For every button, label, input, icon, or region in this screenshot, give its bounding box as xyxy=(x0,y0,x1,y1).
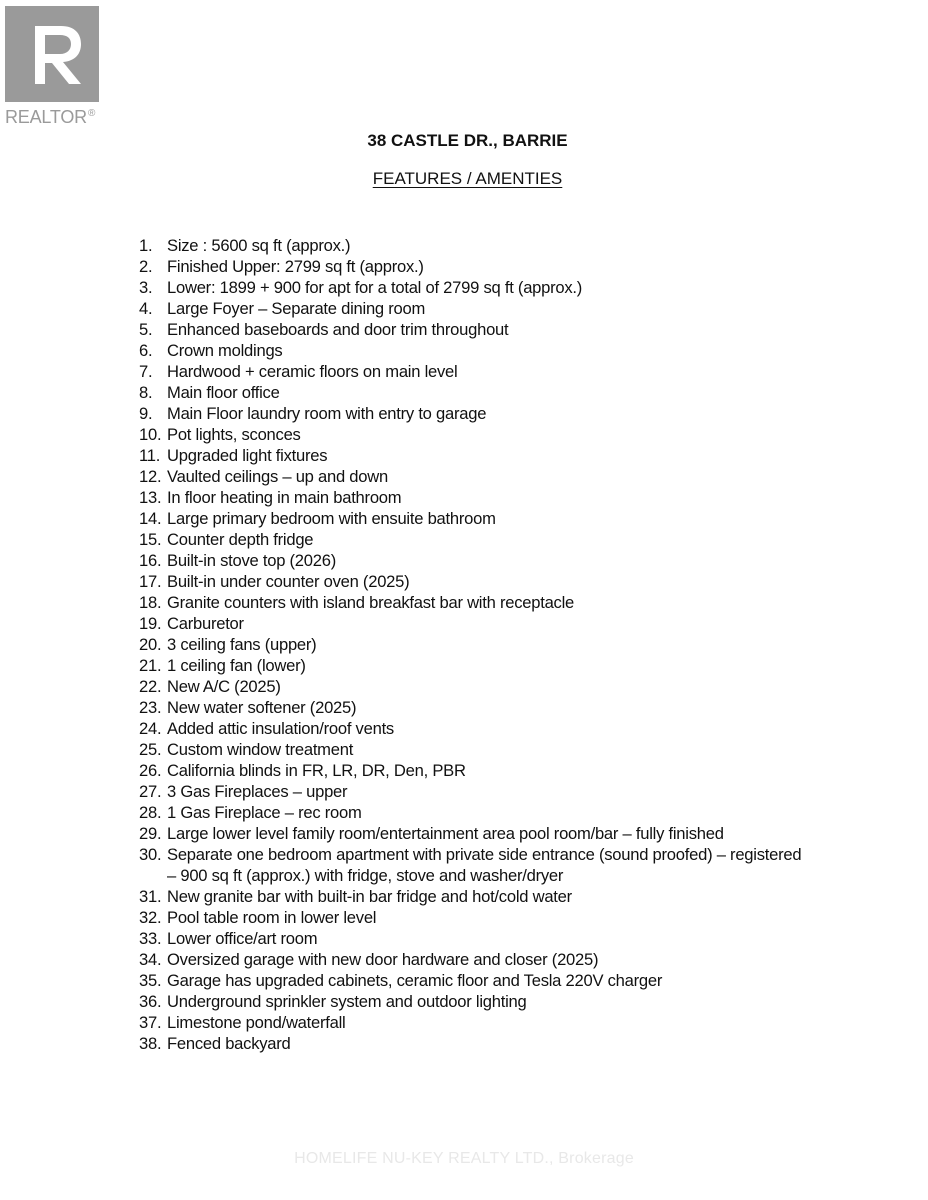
feature-number: 1. xyxy=(139,236,153,255)
feature-number: 7. xyxy=(139,362,153,381)
feature-item xyxy=(139,760,829,781)
feature-text: Separate one bedroom apartment with private side entrance (sound proofed) – registered – 900 sq ft (approx.) with fridge, stove and washer/dryer xyxy=(167,845,802,885)
feature-text: Main floor office xyxy=(167,383,280,402)
feature-item xyxy=(139,1012,829,1033)
feature-text: Limestone pond/waterfall xyxy=(167,1013,346,1032)
feature-number: 8. xyxy=(139,383,153,402)
realtor-wordmark: REALTOR® xyxy=(5,107,96,127)
feature-number: 4. xyxy=(139,299,153,318)
feature-text: Main Floor laundry room with entry to garage xyxy=(167,404,487,423)
feature-text: 1 Gas Fireplace – rec room xyxy=(167,803,362,822)
feature-text: Pot lights, sconces xyxy=(167,425,301,444)
feature-text: Hardwood + ceramic floors on main level xyxy=(167,362,458,381)
feature-item xyxy=(139,949,829,970)
feature-text: California blinds in FR, LR, DR, Den, PBR xyxy=(167,761,466,780)
feature-text: Enhanced baseboards and door trim throughout xyxy=(167,320,509,339)
feature-number: 24. xyxy=(139,719,162,738)
feature-item xyxy=(139,970,829,991)
feature-text: Lower: 1899 + 900 for apt for a total of 2799 sq ft (approx.) xyxy=(167,278,583,297)
feature-item xyxy=(139,592,829,613)
feature-number: 20. xyxy=(139,635,162,654)
feature-text: Crown moldings xyxy=(167,341,283,360)
feature-item xyxy=(139,676,829,697)
feature-text: Oversized garage with new door hardware and closer (2025) xyxy=(167,950,599,969)
feature-text: Lower office/art room xyxy=(167,929,318,948)
features-list xyxy=(139,235,829,1054)
feature-number: 32. xyxy=(139,908,162,927)
feature-number: 13. xyxy=(139,488,162,507)
feature-text: Size : 5600 sq ft (approx.) xyxy=(167,236,351,255)
feature-text: New water softener (2025) xyxy=(167,698,357,717)
feature-text: New A/C (2025) xyxy=(167,677,281,696)
feature-item xyxy=(139,991,829,1012)
feature-text: 3 ceiling fans (upper) xyxy=(167,635,317,654)
feature-number: 35. xyxy=(139,971,162,990)
feature-text: Fenced backyard xyxy=(167,1034,291,1053)
feature-text: Built-in stove top (2026) xyxy=(167,551,336,570)
feature-number: 17. xyxy=(139,572,162,591)
feature-text: Upgraded light fixtures xyxy=(167,446,328,465)
realtor-logo xyxy=(5,6,109,128)
feature-item xyxy=(139,718,829,739)
feature-text: Custom window treatment xyxy=(167,740,354,759)
feature-text: In floor heating in main bathroom xyxy=(167,488,402,507)
feature-number: 15. xyxy=(139,530,162,549)
feature-text: Carburetor xyxy=(167,614,244,633)
feature-number: 2. xyxy=(139,257,153,276)
feature-item xyxy=(139,823,829,844)
feature-item xyxy=(139,487,829,508)
feature-item xyxy=(139,466,829,487)
feature-item xyxy=(139,634,829,655)
feature-number: 36. xyxy=(139,992,162,1011)
feature-number: 25. xyxy=(139,740,162,759)
feature-item xyxy=(139,508,829,529)
feature-text: Built-in under counter oven (2025) xyxy=(167,572,410,591)
feature-item xyxy=(139,886,829,907)
feature-text: Large Foyer – Separate dining room xyxy=(167,299,426,318)
feature-number: 33. xyxy=(139,929,162,948)
feature-text: Vaulted ceilings – up and down xyxy=(167,467,388,486)
feature-number: 30. xyxy=(139,845,162,864)
feature-number: 28. xyxy=(139,803,162,822)
feature-text: Pool table room in lower level xyxy=(167,908,377,927)
feature-text: 3 Gas Fireplaces – upper xyxy=(167,782,348,801)
feature-number: 23. xyxy=(139,698,162,717)
feature-number: 11. xyxy=(139,446,161,465)
feature-item xyxy=(139,529,829,550)
feature-number: 16. xyxy=(139,551,162,570)
feature-text: Underground sprinkler system and outdoor lighting xyxy=(167,992,527,1011)
feature-item xyxy=(139,571,829,592)
feature-text: Garage has upgraded cabinets, ceramic floor and Tesla 220V charger xyxy=(167,971,663,990)
brokerage-footer: HOMELIFE NU-KEY REALTY LTD., Brokerage xyxy=(294,1150,634,1167)
feature-number: 22. xyxy=(139,677,162,696)
feature-item xyxy=(139,1033,829,1054)
feature-item xyxy=(139,235,829,256)
feature-item xyxy=(139,361,829,382)
feature-item xyxy=(139,907,829,928)
feature-item xyxy=(139,739,829,760)
feature-number: 21. xyxy=(139,656,162,675)
feature-text: Large lower level family room/entertainment area pool room/bar – fully finished xyxy=(167,824,724,843)
feature-number: 18. xyxy=(139,593,162,612)
feature-text: Counter depth fridge xyxy=(167,530,314,549)
feature-number: 6. xyxy=(139,341,153,360)
feature-number: 37. xyxy=(139,1013,162,1032)
feature-text: Granite counters with island breakfast bar with receptacle xyxy=(167,593,575,612)
feature-item xyxy=(139,424,829,445)
feature-number: 27. xyxy=(139,782,162,801)
feature-item xyxy=(139,382,829,403)
feature-item xyxy=(139,298,829,319)
feature-number: 12. xyxy=(139,467,162,486)
feature-number: 10. xyxy=(139,425,162,444)
feature-number: 3. xyxy=(139,278,153,297)
feature-text: 1 ceiling fan (lower) xyxy=(167,656,306,675)
realtor-r-logo-icon xyxy=(5,6,99,102)
feature-item xyxy=(139,613,829,634)
feature-text: Added attic insulation/roof vents xyxy=(167,719,394,738)
feature-number: 31. xyxy=(139,887,162,906)
feature-item xyxy=(139,256,829,277)
feature-item xyxy=(139,319,829,340)
feature-text: New granite bar with built-in bar fridge and hot/cold water xyxy=(167,887,572,906)
feature-number: 9. xyxy=(139,404,153,423)
feature-item xyxy=(139,697,829,718)
feature-item xyxy=(139,340,829,361)
feature-item xyxy=(139,928,829,949)
feature-item xyxy=(139,277,829,298)
feature-number: 29. xyxy=(139,824,162,843)
document-title: 38 CASTLE DR., BARRIE xyxy=(367,131,568,150)
feature-item xyxy=(139,781,829,802)
document-subtitle: FEATURES / AMENTIES xyxy=(372,169,563,188)
feature-item xyxy=(139,550,829,571)
feature-item xyxy=(139,403,829,424)
feature-text: Finished Upper: 2799 sq ft (approx.) xyxy=(167,257,424,276)
feature-text: Large primary bedroom with ensuite bathroom xyxy=(167,509,496,528)
feature-number: 5. xyxy=(139,320,153,339)
feature-item xyxy=(139,802,829,823)
feature-item xyxy=(139,844,829,886)
feature-number: 26. xyxy=(139,761,162,780)
feature-number: 34. xyxy=(139,950,162,969)
feature-item xyxy=(139,655,829,676)
feature-number: 38. xyxy=(139,1034,162,1053)
feature-number: 14. xyxy=(139,509,162,528)
feature-number: 19. xyxy=(139,614,162,633)
feature-item xyxy=(139,445,829,466)
